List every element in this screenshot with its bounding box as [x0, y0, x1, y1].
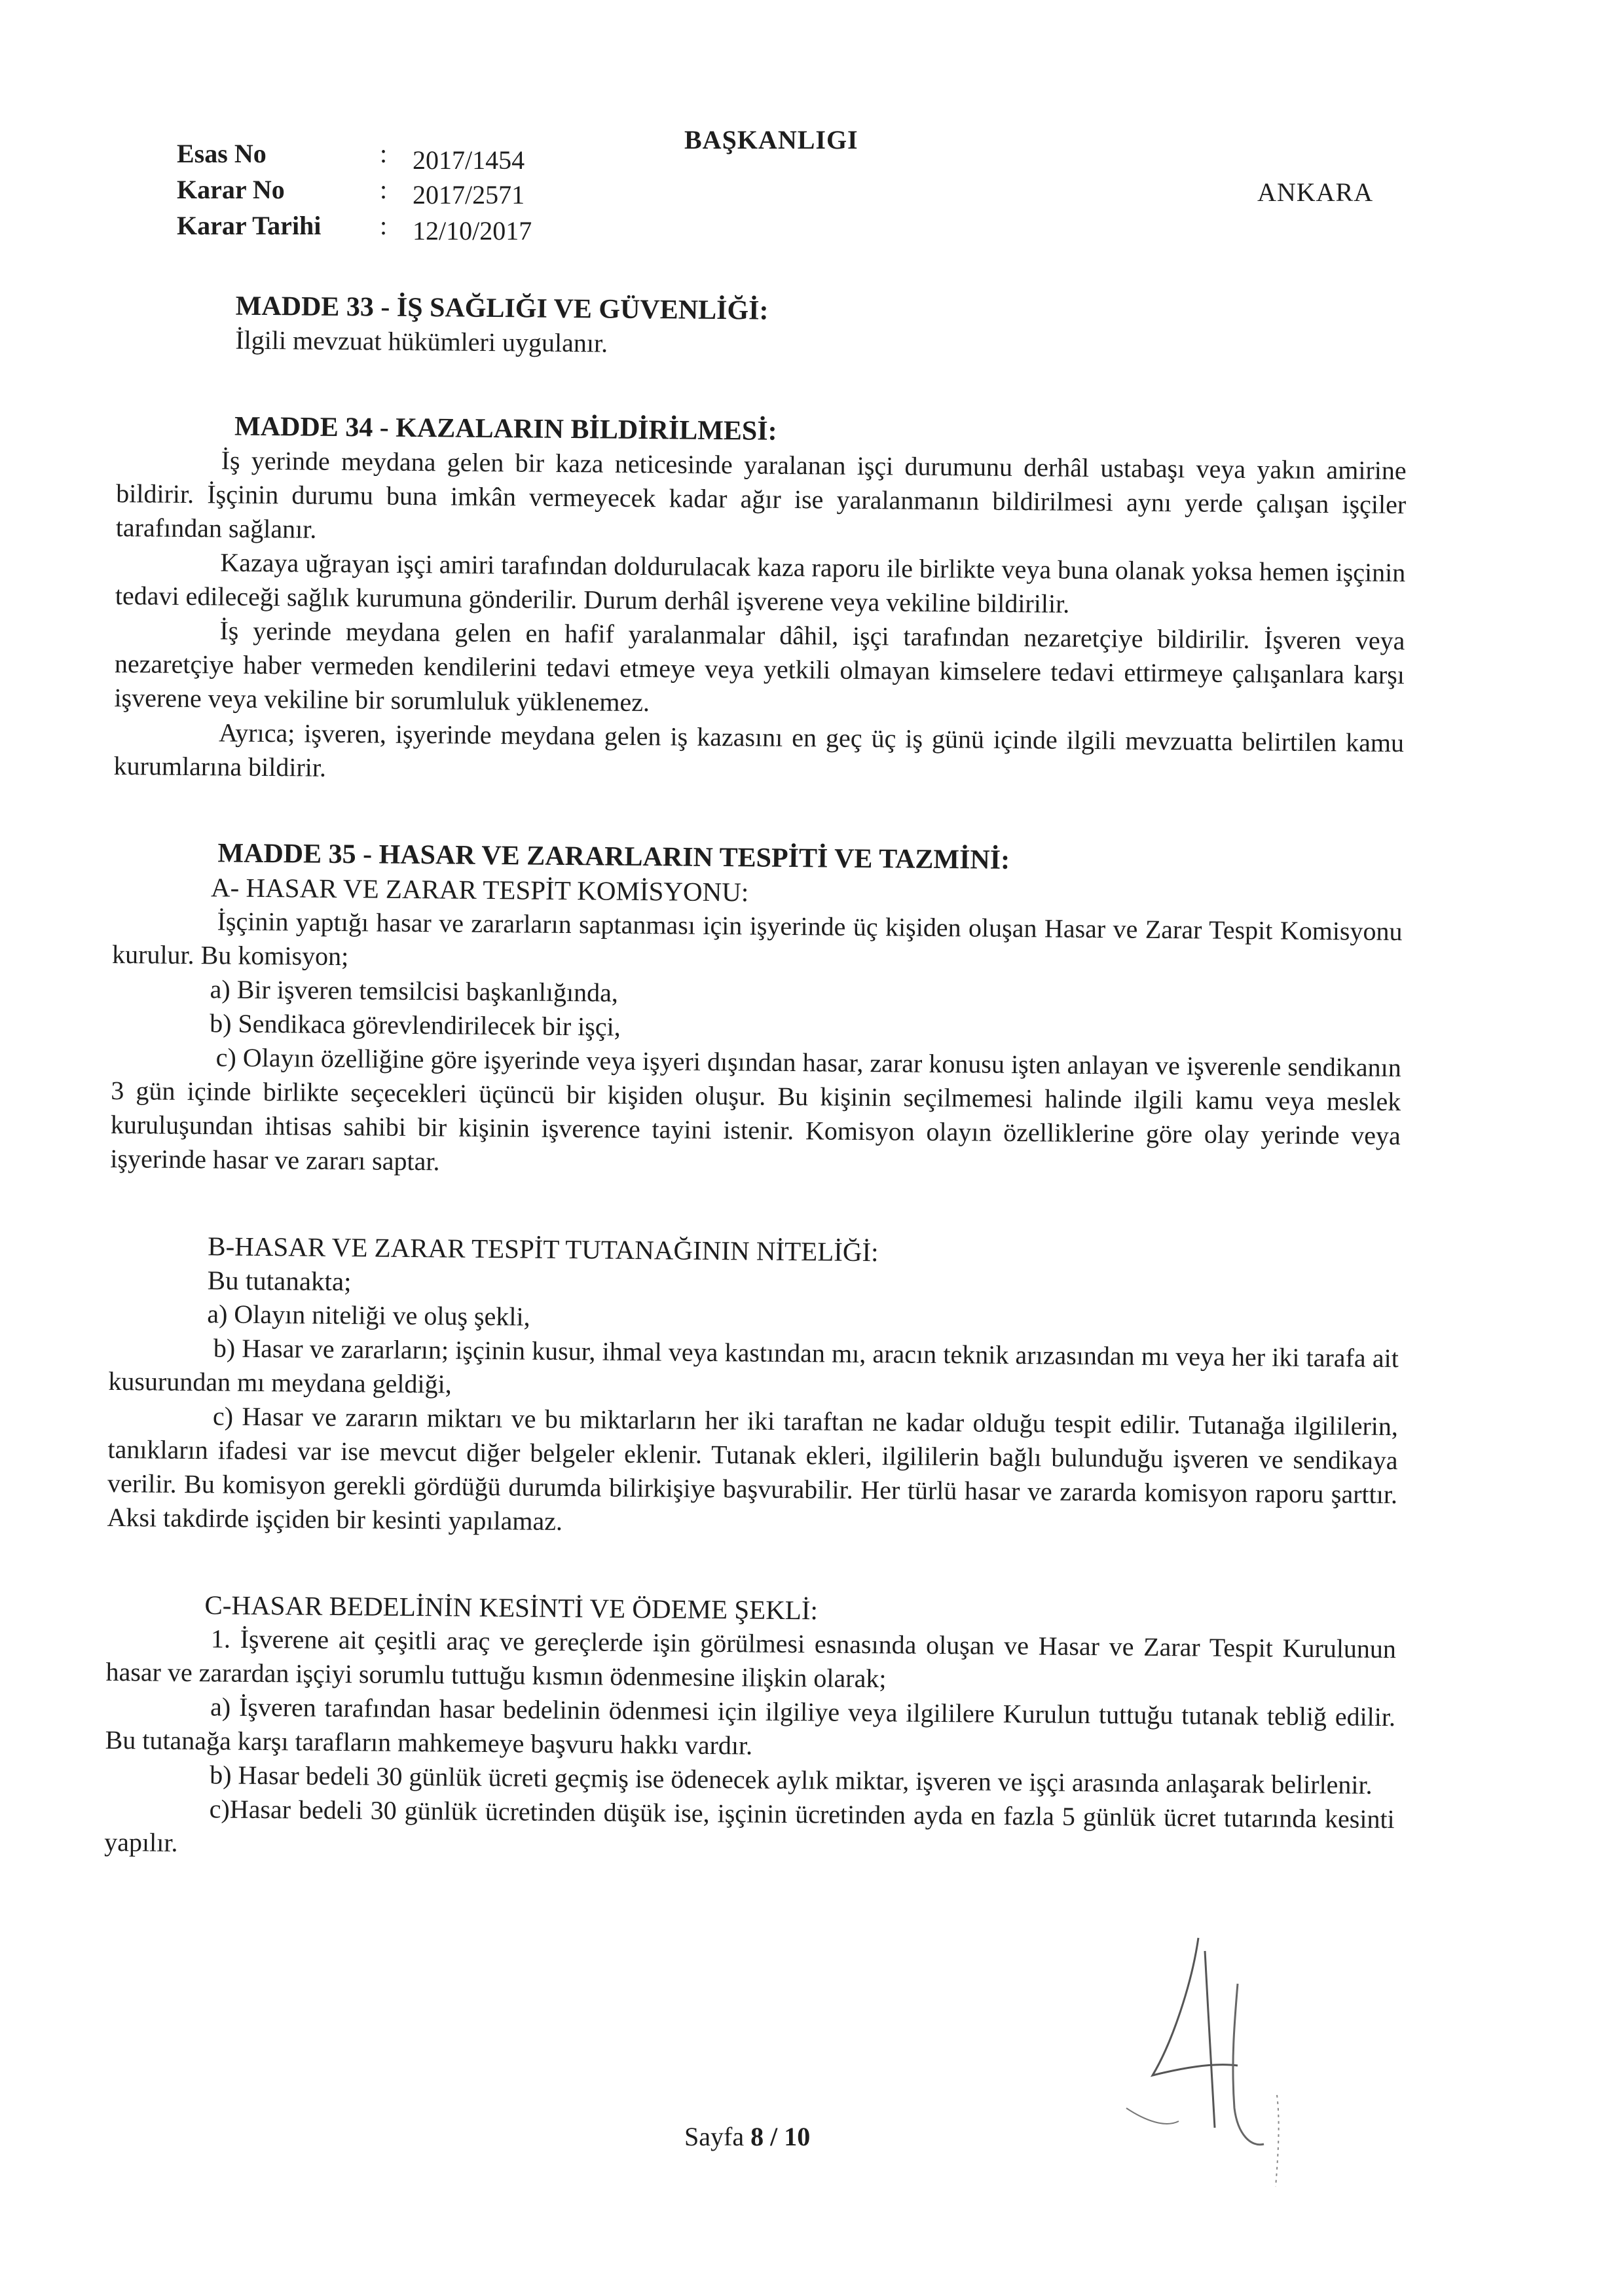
- page-count: 8 / 10: [750, 2122, 811, 2151]
- header-title: BAŞKANLIGI: [684, 125, 858, 155]
- section-a-item: a) Bir işveren temsilcisi başkanlığında,: [210, 974, 619, 1008]
- section-b-intro: Bu tutanakta;: [207, 1265, 352, 1297]
- karar-tarihi-label: Karar Tarihi: [177, 211, 322, 240]
- section-a-paragraph: İşçinin yaptığı hasar ve zararların saptanması için işyerinde üç kişiden oluşan Hasar ve Zarar Tespit Komisyonu kurulur. Bu komisyon;: [111, 906, 1403, 972]
- karar-no-label: Karar No: [177, 175, 285, 204]
- madde-35-heading: MADDE 35 - HASAR VE ZARARLARIN TESPİTİ VE TAZMİNİ:: [217, 838, 1010, 875]
- section-b-item: c) Hasar ve zararın miktarı ve bu miktarların her iki taraftan ne kadar olduğu tespit edilir. Tutanağa ilgililerin, tanıkların ifadesi var ise mevcut diğer belgeler eklenir. Tutanak ekleri, ilgililerin bağlı bulunduğu işveren ve sendikaya verilir. Bu komisyon gerekli gördüğü durumda bilirkişiye başvurabilir. Her türlü hasar ve zararda komisyon raporu şarttır. Aksi takdirde işçiden bir kesinti yapılamaz.: [107, 1401, 1399, 1536]
- madde-33-heading: MADDE 33 - İŞ SAĞLIĞI VE GÜVENLİĞİ:: [235, 291, 769, 326]
- section-c-item: c)Hasar bedeli 30 günlük ücretinden düşük ise, işçinin ücretinden ayda en fazla 5 günlük ücret tutarında kesinti yapılır.: [104, 1794, 1395, 1857]
- madde-34-heading: MADDE 34 - KAZALARIN BİLDİRİLMESİ:: [234, 411, 777, 446]
- karar-tarihi-value: 12/10/2017: [413, 216, 532, 246]
- section-c-heading: C-HASAR BEDELİNİN KESİNTİ VE ÖDEME ŞEKLİ:: [204, 1590, 819, 1626]
- document-body: [104, 288, 1408, 1870]
- section-a-item: c) Olayın özelliğine göre işyerinde veya işyeri dışından hasar, zarar konusu işten anlayan ve işverenle sendikanın 3 gün içinde birlikte seçecekleri üçüncü bir kişiden oluşur. Bu kişinin seçilmemesi halinde ilgili kamu veya meslek kuruluşundan ihtisas sahibi bir kişinin işverence tayini istenir. Komisyon olayın özelliklerine göre olay yerinde veya işyerinde hasar ve zararı saptar.: [110, 1042, 1401, 1176]
- madde-34-paragraph: Ayrıca; işveren, işyerinde meydana gelen iş kazasını en geç üç iş günü içinde ilgili mevzuatta belirtilen kamu kurumlarına bildirir.: [113, 718, 1405, 782]
- esas-no-colon: :: [380, 139, 388, 168]
- section-c-item: 1. İşverene ait çeşitli araç ve gereçlerde işin görülmesi esnasında oluşan ve Hasar ve Zarar Tespit Kurulunun hasar ve zarardan işçiyi sorumlu tuttuğu kısmın ödenmesine ilişkin olarak;: [105, 1624, 1397, 1694]
- karar-no-colon: :: [380, 175, 388, 204]
- karar-no-value: 2017/2571: [413, 180, 525, 210]
- madde-33-text: İlgili mevzuat hükümleri uygulanır.: [235, 325, 608, 358]
- page-prefix: Sayfa: [684, 2122, 745, 2151]
- esas-no-label: Esas No: [177, 139, 267, 168]
- section-c-item: a) İşveren tarafından hasar bedelinin ödenmesi için ilgiliye veya ilgililere Kurulun tuttuğu tutanak tebliğ edilir. Bu tutanağa karşı tarafların mahkemeye başvuru hakkı vardır.: [105, 1692, 1396, 1760]
- section-b-heading: B-HASAR VE ZARAR TESPİT TUTANAĞININ NİTELİĞİ:: [208, 1231, 879, 1267]
- page-number: [684, 2121, 810, 2152]
- section-c-item: b) Hasar bedeli 30 günlük ücreti geçmiş ise ödenecek aylık miktar, işveren ve işçi arasında anlaşarak belirlenir.: [209, 1760, 1373, 1800]
- handwritten-initials: [1100, 1912, 1336, 2200]
- esas-no-value: 2017/1454: [413, 145, 525, 175]
- header-city: ANKARA: [1257, 177, 1374, 207]
- section-a-heading: A- HASAR VE ZARAR TESPİT KOMİSYONU:: [210, 872, 749, 907]
- case-info: [177, 137, 570, 246]
- madde-34-paragraph: İş yerinde meydana gelen bir kaza neticesinde yaralanan işçi durumunu derhâl ustabaşı veya yakın amirine bildirir. İşçinin durumu buna imkân vermeyecek kadar ağır ise yaralanmanın bildirilmesi aynı yerde çalışan işçiler tarafından sağlanır.: [115, 445, 1407, 544]
- section-b-item: a) Olayın niteliği ve oluş şekli,: [207, 1299, 530, 1332]
- madde-34-paragraph: Kazaya uğrayan işçi amiri tarafından doldurulacak kaza raporu ile birlikte veya buna olanak yoksa hemen işçinin tedavi edileceği sağlık kurumuna gönderilir. Durum derhâl işverene veya vekiline bildirilir.: [115, 547, 1406, 619]
- madde-34-paragraph: İş yerinde meydana gelen en hafif yaralanmalar dâhil, işçi tarafından nezaretçiye bildirilir. İşveren veya nezaretçiye haber vermeden kendilerini tedavi etmeye veya yetkili olmayan kimselere tedavi ettirmeye çalışanlara karşı işverene veya vekiline bir sorumluluk yüklenemez.: [114, 615, 1405, 718]
- karar-tarihi-colon: :: [380, 211, 388, 240]
- section-b-item: b) Hasar ve zararların; işçinin kusur, ihmal veya kastından mı, aracın teknik arızasından mı veya her iki tarafa ait kusurundan mı meydana geldiği,: [108, 1333, 1399, 1399]
- section-a-item: b) Sendikaca görevlendirilecek bir işçi,: [210, 1008, 621, 1042]
